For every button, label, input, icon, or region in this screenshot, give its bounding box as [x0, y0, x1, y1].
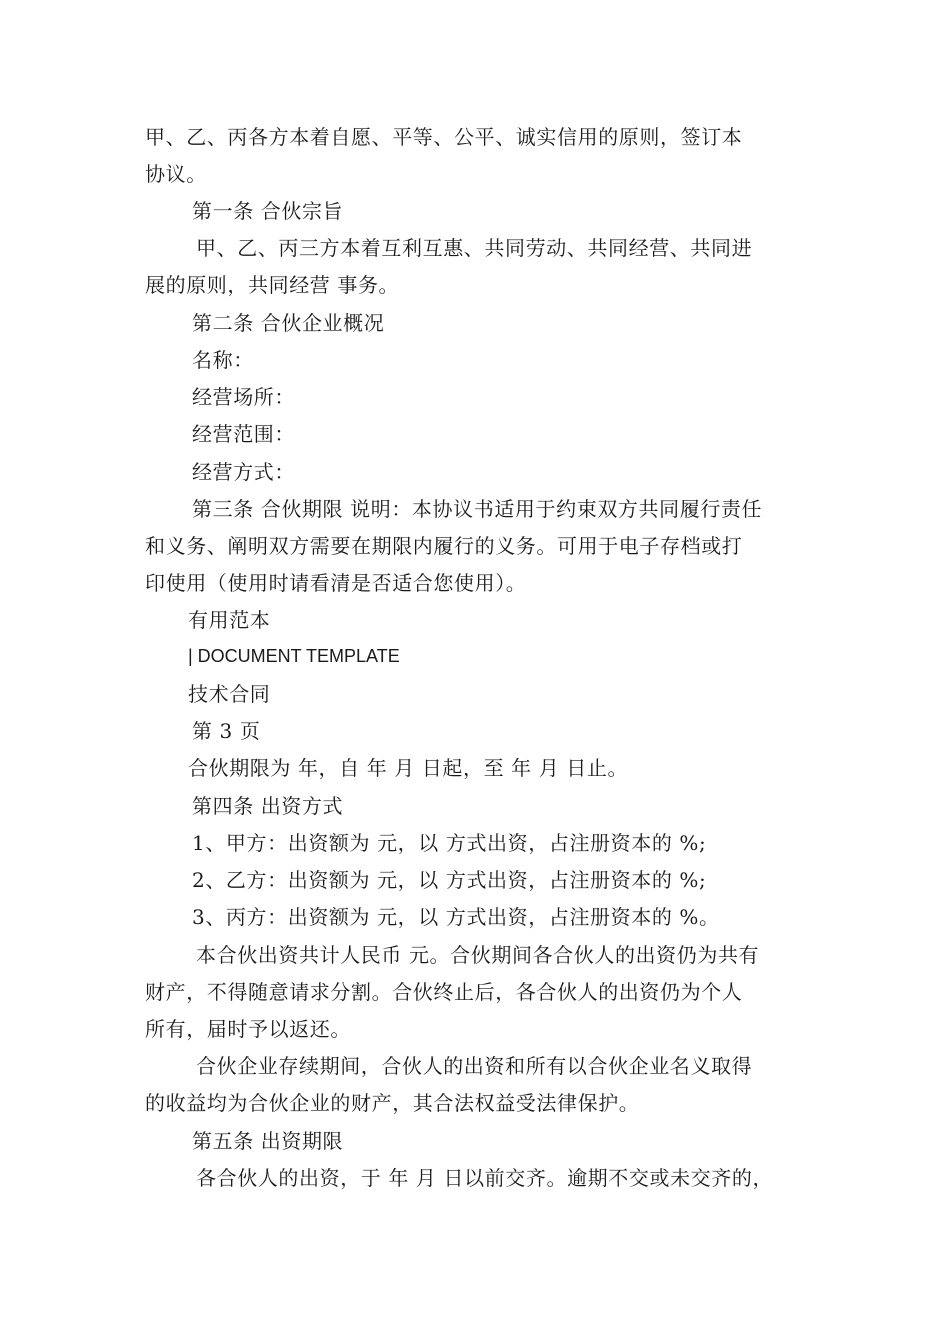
list-item: 2、乙方：出资额为 元，以 方式出资，占注册资本的 %;: [192, 868, 707, 892]
paragraph-line: 印使用（使用时请看清是否适合您使用）。: [145, 571, 527, 595]
article-heading: 第一条 合伙宗旨: [192, 199, 344, 223]
article-heading: 第五条 出资期限: [192, 1129, 344, 1153]
paragraph-line: 甲、乙、丙三方本着互利互惠、共同劳动、共同经营、共同进: [196, 236, 753, 260]
field-label: 经营范围：: [192, 422, 295, 446]
field-label: 名称：: [192, 348, 254, 372]
list-item: 1、甲方：出资额为 元，以 方式出资，占注册资本的 %;: [192, 831, 707, 855]
template-label: 有用范本: [188, 608, 271, 632]
list-item: 3、丙方：出资额为 元，以 方式出资，占注册资本的 %。: [192, 905, 720, 929]
template-category: 技术合同: [188, 682, 271, 706]
field-label: 经营方式：: [192, 460, 295, 484]
paragraph-line: 展的原则，共同经营 事务。: [145, 273, 400, 297]
paragraph-line: 协议。: [145, 162, 207, 186]
article-heading: 第三条 合伙期限 说明：本协议书适用于约束双方共同履行责任: [192, 497, 763, 521]
paragraph-line: 各合伙人的出资，于 年 月 日以前交齐。逾期不交或未交齐的，: [196, 1166, 774, 1190]
paragraph-line: 所有，届时予以返还。: [145, 1017, 351, 1041]
page-number: 第 3 页: [192, 719, 261, 743]
paragraph-line: 甲、乙、丙各方本着自愿、平等、公平、诚实信用的原则，签订本: [145, 125, 743, 149]
paragraph-line: 和义务、阐明双方需要在期限内履行的义务。可用于电子存档或打: [145, 534, 743, 558]
template-subtitle: | DOCUMENT TEMPLATE: [188, 646, 400, 666]
field-label: 经营场所：: [192, 385, 295, 409]
paragraph-line: 财产，不得随意请求分割。合伙终止后，各合伙人的出资仍为个人: [145, 980, 743, 1004]
article-heading: 第二条 合伙企业概况: [192, 311, 385, 335]
paragraph-line: 合伙企业存续期间，合伙人的出资和所有以合伙企业名义取得: [196, 1054, 753, 1078]
paragraph-line: 的收益均为合伙企业的财产，其合法权益受法律保护。: [145, 1091, 640, 1115]
paragraph-line: 合伙期限为 年，自 年 月 日起，至 年 月 日止。: [188, 756, 629, 780]
paragraph-line: 本合伙出资共计人民币 元。合伙期间各合伙人的出资仍为共有: [196, 943, 760, 967]
article-heading: 第四条 出资方式: [192, 794, 344, 818]
